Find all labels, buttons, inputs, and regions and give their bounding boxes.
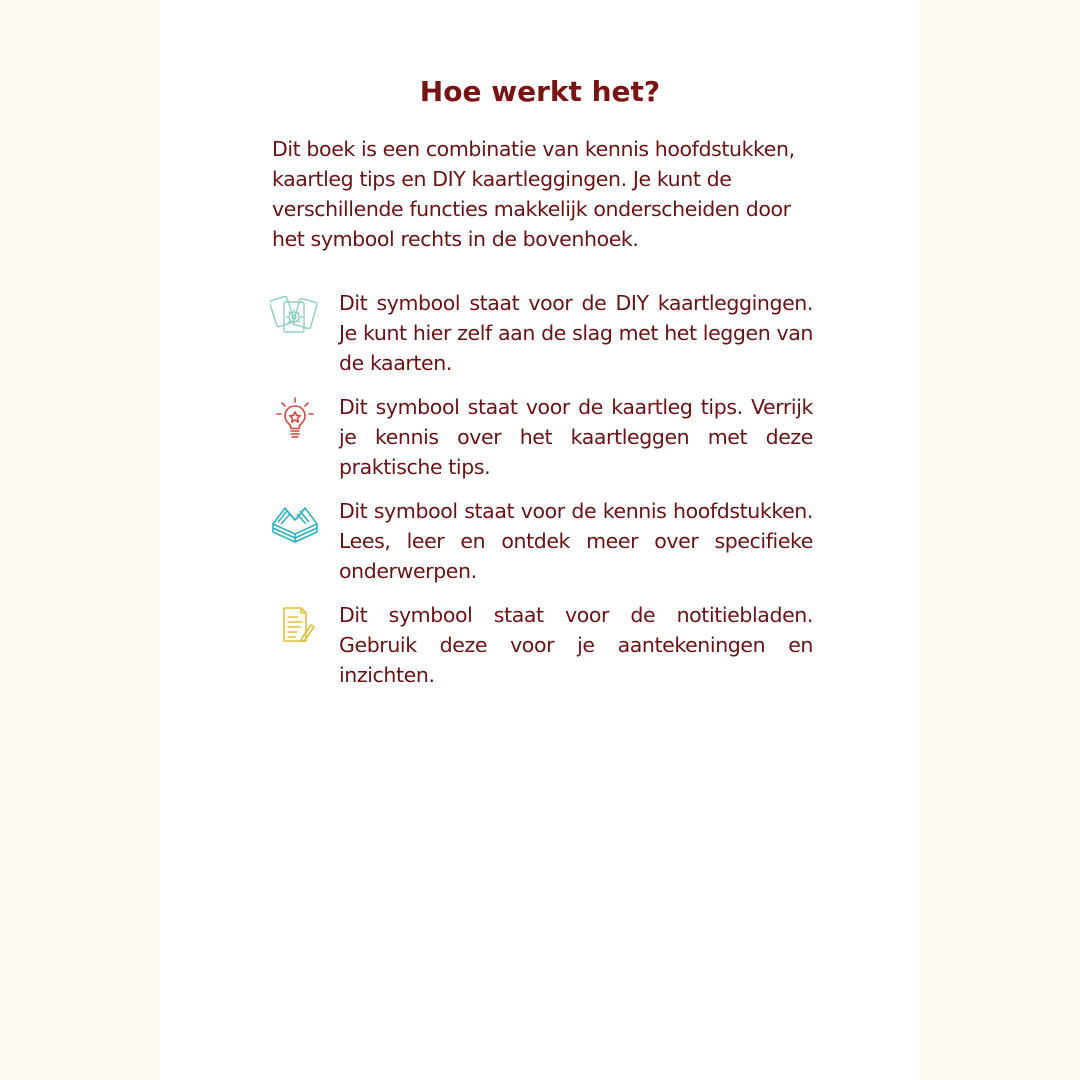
notepad-pen-icon: [270, 604, 320, 650]
legend-item-tips: [270, 392, 814, 496]
lightbulb-icon: [270, 396, 320, 442]
legend-item-notes: [270, 600, 814, 704]
legend-item-text: Dit symbool staat voor de kennis hoofdstukken. Lees, leer en ontdek meer over specifieke onderwerpen.: [339, 499, 813, 583]
legend-item-text: Dit symbool staat voor de notitiebladen. Gebruik deze voor je aantekeningen en inzichten.: [339, 603, 813, 687]
legend-item-knowledge: [270, 496, 814, 600]
open-book-icon: [270, 500, 320, 546]
page-title: Hoe werkt het?: [419, 75, 661, 108]
legend-item-text: Dit symbool staat voor de DIY kaartleggingen. Je kunt hier zelf aan de slag met het leggen van de kaarten.: [339, 291, 813, 375]
tarot-cards-icon: [270, 292, 320, 338]
legend-item-text: Dit symbool staat voor de kaartleg tips. Verrijk je kennis over het kaartleggen met deze praktische tips.: [339, 395, 813, 479]
legend-item-diy-spreads: [270, 288, 814, 392]
symbol-legend: [270, 288, 814, 704]
book-page: [160, 0, 920, 1080]
intro-paragraph: Dit boek is een combinatie van kennis hoofdstukken, kaartleg tips en DIY kaartleggingen. Je kunt de verschillende functies makkelijk onderscheiden door het symbool rechts in de bovenhoek.: [272, 137, 795, 251]
